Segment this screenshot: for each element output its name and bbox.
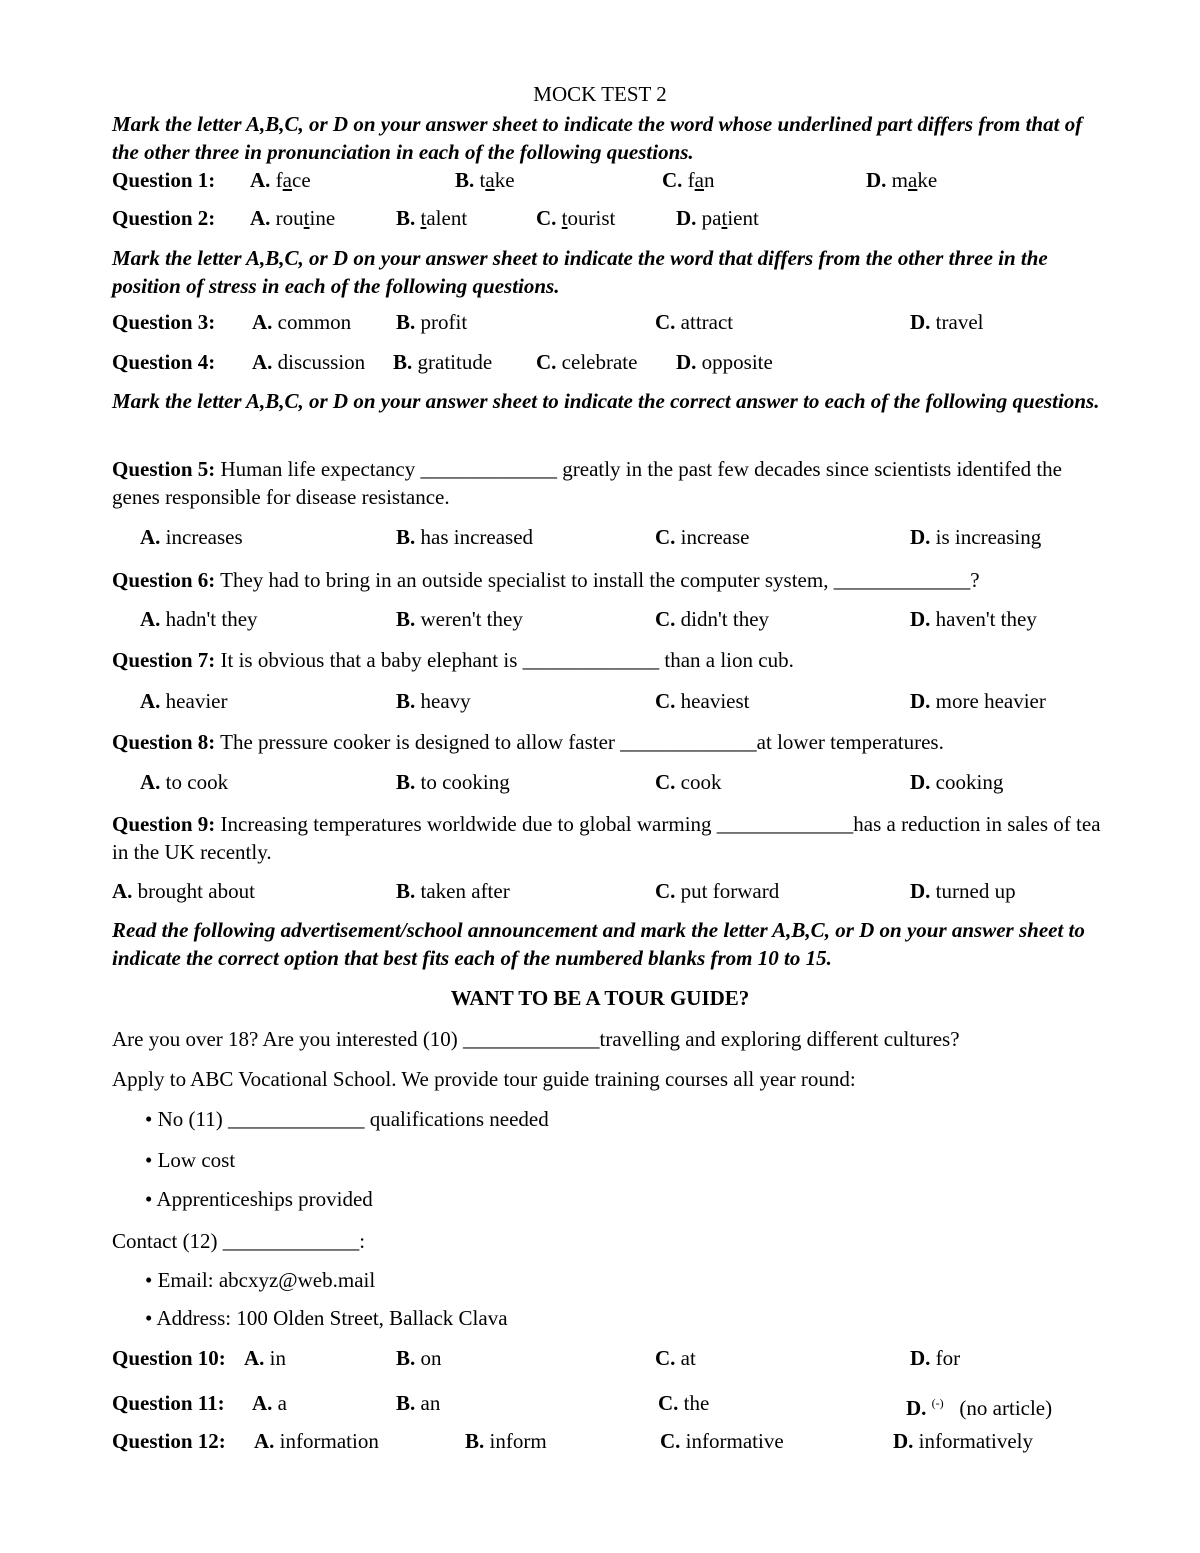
q10-option-b[interactable] xyxy=(396,1344,442,1372)
option-letter: D. xyxy=(910,525,931,549)
q11-option-b[interactable] xyxy=(396,1389,440,1417)
option-text: cooking xyxy=(935,770,1004,794)
option-text: ine xyxy=(309,206,336,230)
question-text: It is obvious that a baby elephant is _____________ than a lion cub. xyxy=(215,648,794,672)
option-text: common xyxy=(277,310,352,334)
option-text: brought about xyxy=(137,879,255,903)
option-text: the xyxy=(683,1391,710,1415)
section-4-instruction: Read the following advertisement/school announcement and mark the letter A,B,C, or D on your answer sheet to indicate the correct option that best fits each of the numbered blanks from 10 to 15. xyxy=(112,918,1085,970)
option-letter: C. xyxy=(655,879,676,903)
option-letter: B. xyxy=(455,168,475,192)
option-text: ce xyxy=(292,168,311,192)
option-text: taken after xyxy=(420,879,510,903)
option-letter: D. xyxy=(906,1396,927,1420)
question-3-label xyxy=(112,308,215,336)
option-letter: A. xyxy=(252,1391,273,1415)
page-title: MOCK TEST 2 xyxy=(533,82,667,106)
option-text: travel xyxy=(935,310,984,334)
q9-option-c[interactable] xyxy=(655,877,779,905)
q3-option-c[interactable] xyxy=(655,308,733,336)
q7-option-a[interactable] xyxy=(140,687,227,715)
option-letter: B. xyxy=(396,770,416,794)
option-text: (no article) xyxy=(959,1396,1053,1420)
q9-option-a[interactable] xyxy=(112,877,255,905)
option-text: a xyxy=(277,1391,287,1415)
option-text: heavy xyxy=(420,689,471,713)
q10-option-a[interactable] xyxy=(244,1344,286,1372)
question-7-stem xyxy=(112,646,794,674)
q12-option-d[interactable] xyxy=(893,1427,1033,1455)
underlined-part: t xyxy=(420,206,427,230)
option-text: profit xyxy=(420,310,468,334)
question-12-label xyxy=(112,1427,226,1455)
q3-option-d[interactable] xyxy=(910,308,983,336)
question-text: Human life expectancy _____________ greatly in the past few decades since scientists identifed the genes responsible for disease resistance. xyxy=(112,457,1063,509)
option-text: information xyxy=(279,1429,379,1453)
option-text: an xyxy=(420,1391,441,1415)
option-text: informatively xyxy=(918,1429,1033,1453)
option-letter: B. xyxy=(396,525,416,549)
option-text: heavier xyxy=(165,689,228,713)
q4-option-d[interactable] xyxy=(676,348,773,376)
option-text: more heavier xyxy=(935,689,1046,713)
q6-option-a[interactable] xyxy=(140,605,258,633)
option-letter: C. xyxy=(658,1391,679,1415)
q1-option-d[interactable] xyxy=(866,166,937,194)
question-number: Question 6: xyxy=(112,568,216,592)
question-6-stem xyxy=(112,566,980,594)
question-number: Question 1: xyxy=(112,168,216,192)
underlined-part: a xyxy=(908,168,918,192)
option-letter: C. xyxy=(536,206,557,230)
q1-option-a[interactable] xyxy=(250,166,311,194)
option-letter: A. xyxy=(244,1346,265,1370)
option-text: is increasing xyxy=(935,525,1042,549)
ad-bullet-cost: • Low cost xyxy=(145,1148,236,1172)
option-letter: A. xyxy=(140,770,161,794)
ad-contact: Contact (12) _____________: xyxy=(112,1229,366,1253)
option-letter: C. xyxy=(655,525,676,549)
option-letter: C. xyxy=(655,310,676,334)
option-text: opposite xyxy=(701,350,773,374)
option-letter: A. xyxy=(140,525,161,549)
option-letter: B. xyxy=(396,879,416,903)
q12-option-a[interactable] xyxy=(254,1427,379,1455)
option-letter: B. xyxy=(396,310,416,334)
question-8-stem xyxy=(112,728,944,756)
ad-email: • Email: abcxyz@web.mail xyxy=(145,1268,376,1292)
question-2-label xyxy=(112,204,215,232)
option-text: ient xyxy=(727,206,759,230)
option-letter: C. xyxy=(655,770,676,794)
q11-option-a[interactable] xyxy=(252,1389,287,1417)
q2-option-c[interactable] xyxy=(536,204,615,232)
ad-bullet-qualifications: • No (11) _____________ qualifications needed xyxy=(145,1107,549,1131)
option-text: alent xyxy=(426,206,468,230)
option-letter: D. xyxy=(910,689,931,713)
option-letter: D. xyxy=(866,168,887,192)
q12-option-b[interactable] xyxy=(465,1427,547,1455)
q12-option-c[interactable] xyxy=(660,1427,784,1455)
q2-option-b[interactable] xyxy=(396,204,467,232)
option-text: discussion xyxy=(277,350,366,374)
option-letter: B. xyxy=(396,689,416,713)
q3-option-b[interactable] xyxy=(396,308,467,336)
q11-option-d[interactable] xyxy=(906,1389,1052,1422)
option-text: in xyxy=(269,1346,287,1370)
option-text: turned up xyxy=(935,879,1016,903)
option-letter: A. xyxy=(140,689,161,713)
q4-option-b[interactable] xyxy=(393,348,492,376)
question-4-label xyxy=(112,348,215,376)
q1-option-b[interactable] xyxy=(455,166,515,194)
question-text: The pressure cooker is designed to allow faster _____________at lower temperatures. xyxy=(215,730,944,754)
option-text: cook xyxy=(680,770,722,794)
option-letter: A. xyxy=(254,1429,275,1453)
option-text: celebrate xyxy=(561,350,638,374)
question-number: Question 11: xyxy=(112,1391,225,1415)
option-text: to cooking xyxy=(420,770,510,794)
question-10-label xyxy=(112,1344,226,1372)
option-text: at xyxy=(680,1346,696,1370)
option-text: increase xyxy=(680,525,750,549)
underlined-part: a xyxy=(282,168,292,192)
option-text: has increased xyxy=(420,525,534,549)
option-letter: A. xyxy=(140,607,161,631)
question-number: Question 10: xyxy=(112,1346,226,1370)
option-letter: C. xyxy=(655,607,676,631)
q3-option-a[interactable] xyxy=(252,308,351,336)
option-letter: A. xyxy=(252,350,273,374)
option-letter: C. xyxy=(655,689,676,713)
q2-option-a[interactable] xyxy=(250,204,335,232)
q8-option-c[interactable] xyxy=(655,768,722,796)
option-text: hadn't they xyxy=(165,607,258,631)
q7-option-b[interactable] xyxy=(396,687,471,715)
q7-option-c[interactable] xyxy=(655,687,749,715)
q11-option-c[interactable] xyxy=(658,1389,709,1417)
option-text: for xyxy=(935,1346,961,1370)
question-number: Question 4: xyxy=(112,350,216,374)
option-letter: A. xyxy=(250,168,271,192)
option-text: didn't they xyxy=(680,607,770,631)
option-text: gratitude xyxy=(417,350,493,374)
option-text: ourist xyxy=(567,206,616,230)
option-letter: D. xyxy=(910,770,931,794)
q5-option-c[interactable] xyxy=(655,523,749,551)
option-text: weren't they xyxy=(420,607,523,631)
option-text: f xyxy=(687,168,695,192)
ad-heading: WANT TO BE A TOUR GUIDE? xyxy=(450,986,750,1010)
option-letter: B. xyxy=(396,206,416,230)
option-letter: B. xyxy=(396,1346,416,1370)
question-number: Question 9: xyxy=(112,812,216,836)
instruction-rest: on your answer sheet to indicate the word whose underlined part differs from that of the other three in pronunciation in each of the following questions. xyxy=(112,112,1083,164)
question-5-stem xyxy=(112,455,1102,511)
option-text: attract xyxy=(680,310,734,334)
q6-option-c[interactable] xyxy=(655,605,769,633)
option-letter: B. xyxy=(393,350,413,374)
ad-line-1: Are you over 18? Are you interested (10) _____________travelling and exploring different cultures? xyxy=(112,1027,960,1051)
option-text: rou xyxy=(275,206,304,230)
option-text: put forward xyxy=(680,879,780,903)
option-letter: D. xyxy=(676,350,697,374)
underlined-part: t xyxy=(561,206,568,230)
option-letter: D. xyxy=(676,206,697,230)
question-number: Question 8: xyxy=(112,730,216,754)
q8-option-a[interactable] xyxy=(140,768,228,796)
ad-address: • Address: 100 Olden Street, Ballack Clava xyxy=(145,1306,508,1330)
q8-option-d[interactable] xyxy=(910,768,1003,796)
ad-line-2: Apply to ABC Vocational School. We provide tour guide training courses all year round: xyxy=(112,1067,856,1091)
q8-option-b[interactable] xyxy=(396,768,510,796)
question-1-label xyxy=(112,166,215,194)
option-text: pa xyxy=(701,206,722,230)
question-text: Increasing temperatures worldwide due to global warming _____________has a reduction in sales of tea in the UK recently. xyxy=(112,812,1101,864)
q9-option-d[interactable] xyxy=(910,877,1016,905)
underlined-part: t xyxy=(721,206,728,230)
option-letter: B. xyxy=(465,1429,485,1453)
option-letter: C. xyxy=(655,1346,676,1370)
question-number: Question 5: xyxy=(112,457,216,481)
q5-option-a[interactable] xyxy=(140,523,243,551)
q7-option-d[interactable] xyxy=(910,687,1046,715)
section-2-instruction: Mark the letter A,B,C, or D on your answer sheet to indicate the word that differs from the other three in the position of stress in each of the following questions. xyxy=(112,246,1048,298)
q6-option-d[interactable] xyxy=(910,605,1037,633)
section-1-instruction xyxy=(112,110,1112,166)
ad-bullet-apprenticeships: • Apprenticeships provided xyxy=(145,1187,373,1211)
option-text: ke xyxy=(917,168,938,192)
question-number: Question 12: xyxy=(112,1429,226,1453)
underlined-part: t xyxy=(303,206,310,230)
question-9-stem xyxy=(112,810,1102,866)
option-text: to cook xyxy=(165,770,229,794)
section-3-instruction: Mark the letter A,B,C, or D on your answer sheet to indicate the correct answer to each of the following questions. xyxy=(112,389,1100,413)
q2-option-d[interactable] xyxy=(676,204,759,232)
underlined-part: a xyxy=(694,168,704,192)
underlined-part: a xyxy=(485,168,495,192)
option-letter: C. xyxy=(660,1429,681,1453)
option-text: f xyxy=(275,168,283,192)
option-text: t xyxy=(479,168,486,192)
question-number: Question 2: xyxy=(112,206,216,230)
option-letter: A. xyxy=(112,879,133,903)
option-letter: A. xyxy=(252,310,273,334)
option-letter: D. xyxy=(910,1346,931,1370)
option-letter: D. xyxy=(910,879,931,903)
q9-option-b[interactable] xyxy=(396,877,510,905)
question-number: Question 3: xyxy=(112,310,216,334)
option-letter: D. xyxy=(910,607,931,631)
q5-option-b[interactable] xyxy=(396,523,533,551)
question-11-label xyxy=(112,1389,225,1417)
option-text: haven't they xyxy=(935,607,1037,631)
option-text: inform xyxy=(489,1429,547,1453)
option-letter: A. xyxy=(250,206,271,230)
option-text: ke xyxy=(494,168,515,192)
option-letter: B. xyxy=(396,1391,416,1415)
q1-option-c[interactable] xyxy=(662,166,715,194)
q4-option-c[interactable] xyxy=(536,348,637,376)
option-text: n xyxy=(704,168,715,192)
q6-option-b[interactable] xyxy=(396,605,523,633)
question-number: Question 7: xyxy=(112,648,216,672)
option-text: on xyxy=(420,1346,442,1370)
q10-option-c[interactable] xyxy=(655,1344,696,1372)
option-letter: B. xyxy=(396,607,416,631)
option-text: m xyxy=(891,168,909,192)
q5-option-d[interactable] xyxy=(910,523,1041,551)
option-letter: C. xyxy=(536,350,557,374)
option-letter: D. xyxy=(910,310,931,334)
option-letter: C. xyxy=(662,168,683,192)
option-text: informative xyxy=(685,1429,784,1453)
option-text: heaviest xyxy=(680,689,750,713)
instruction-lead: Mark the letter A,B,C, or D xyxy=(112,112,349,136)
option-text: increases xyxy=(165,525,243,549)
q10-option-d[interactable] xyxy=(910,1344,960,1372)
empty-set-symbol: (-) xyxy=(931,1396,944,1410)
q4-option-a[interactable] xyxy=(252,348,365,376)
question-text: They had to bring in an outside specialist to install the computer system, _____________? xyxy=(215,568,980,592)
option-letter: D. xyxy=(893,1429,914,1453)
